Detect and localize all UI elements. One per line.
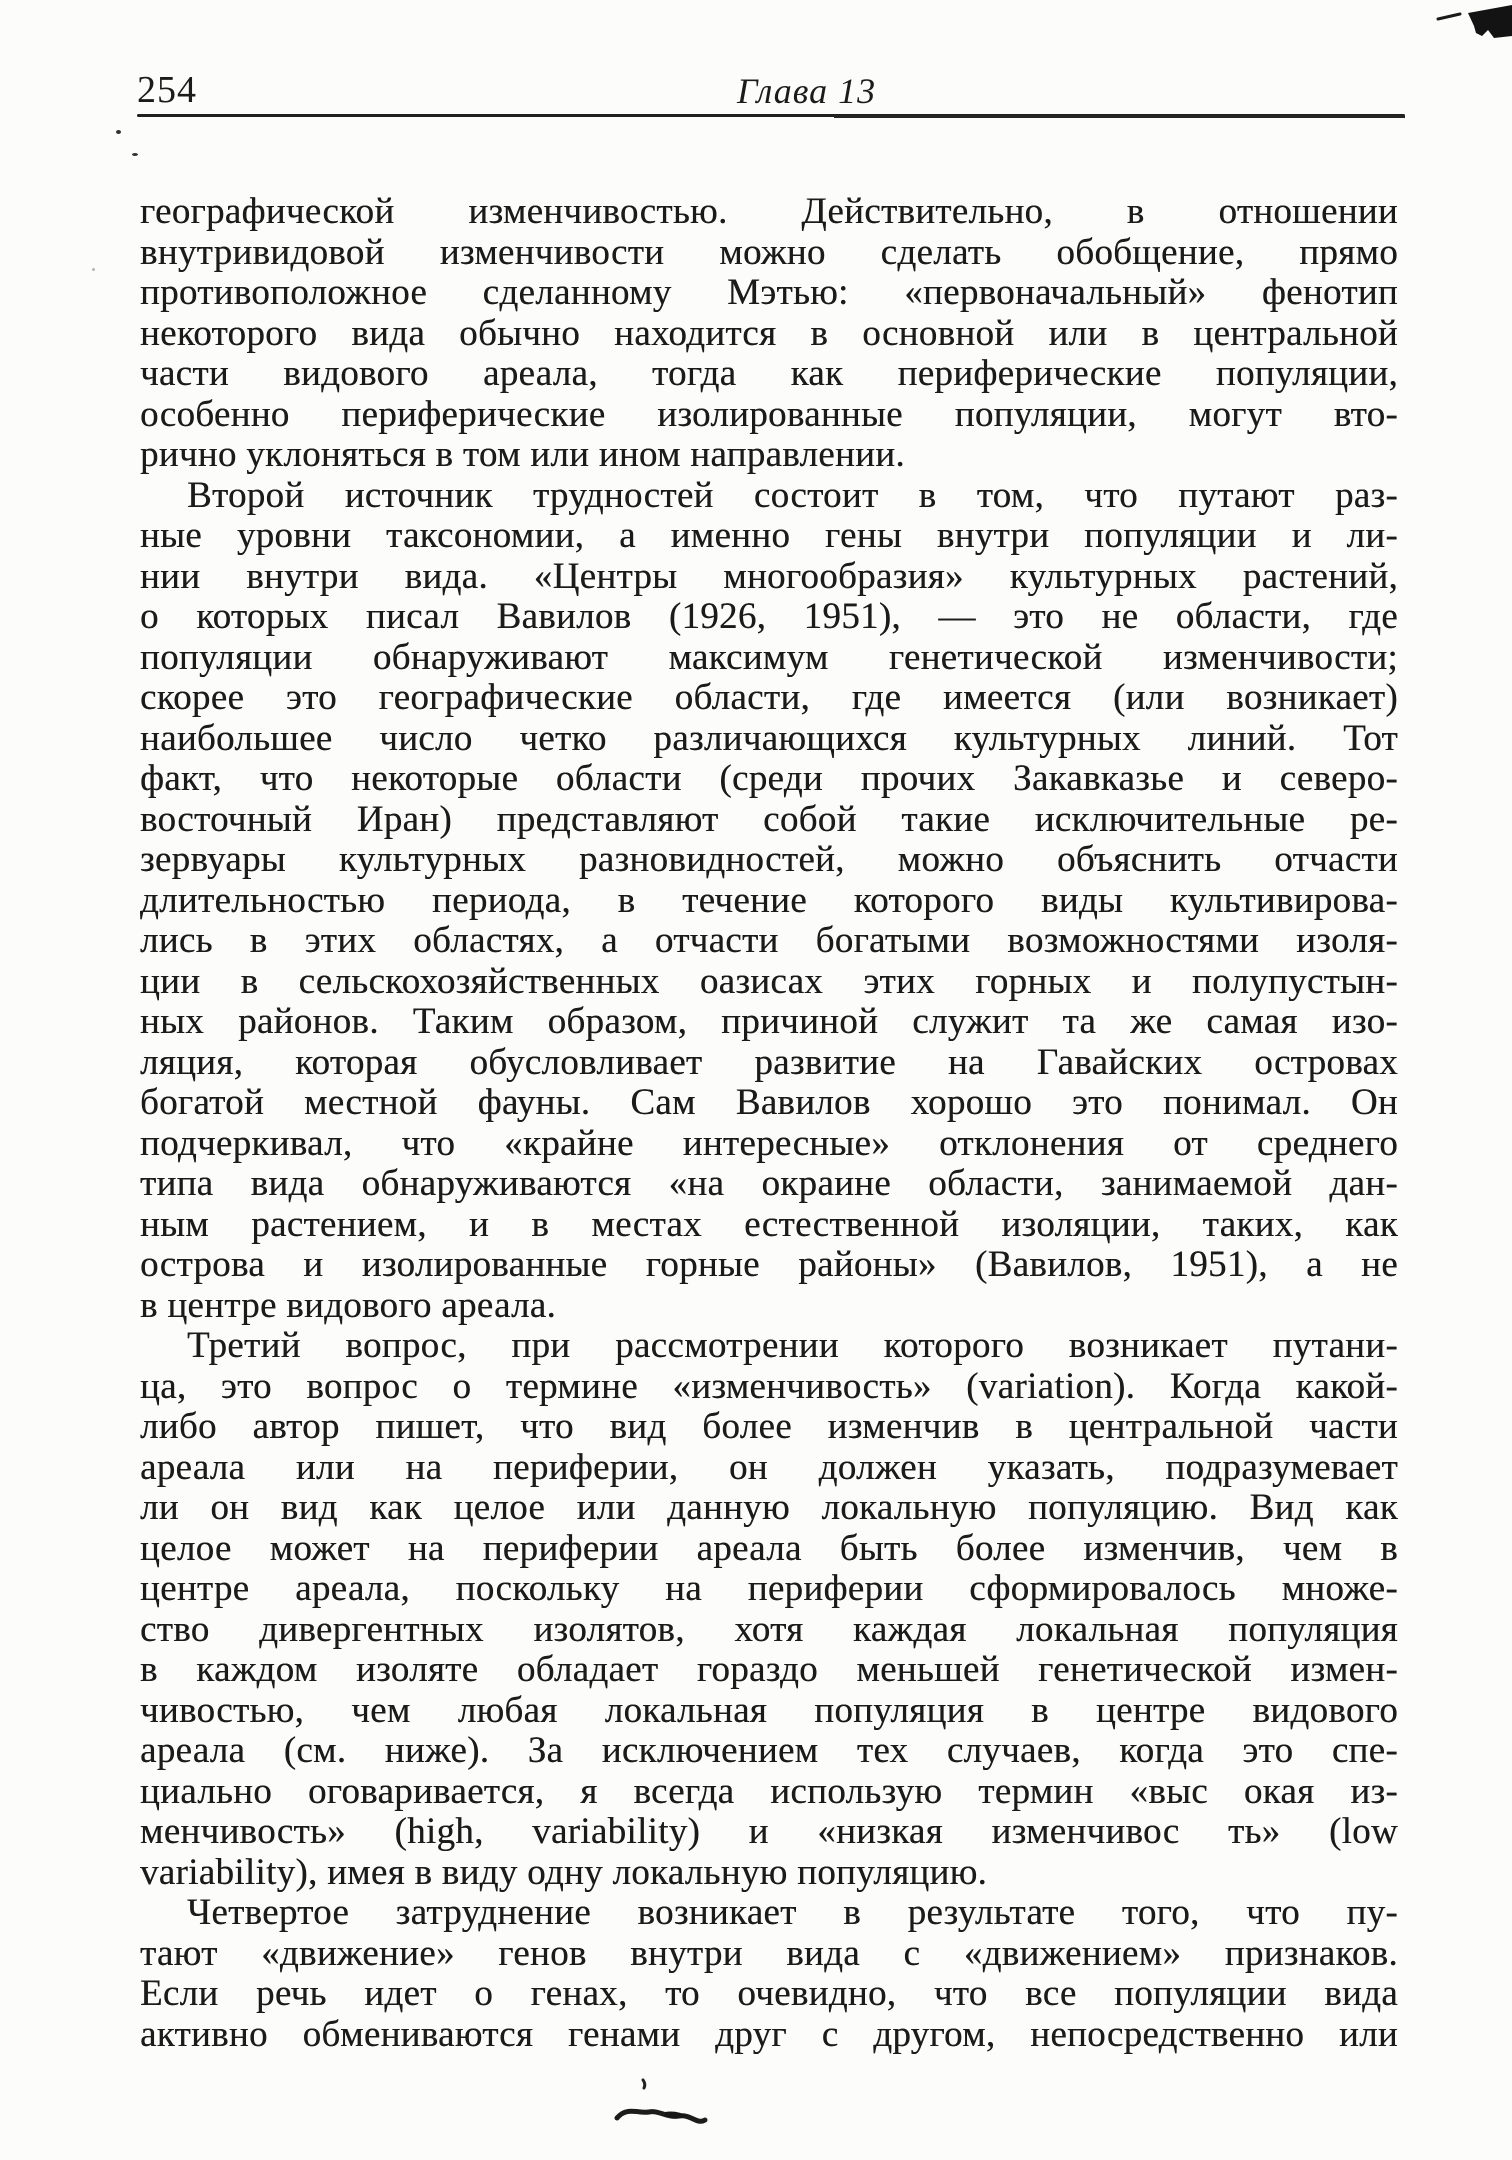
- text-line: тают «движение» генов внутри вида с «движением» признаков.: [140, 1932, 1398, 1974]
- text-line: восточный Иран) представляют собой такие исключительные ре-: [140, 798, 1398, 840]
- text-line: ным растением, и в местах естественной изоляции, таких, как: [140, 1203, 1398, 1245]
- text-line: активно обмениваются генами друг с другом, непосредственно или: [140, 2013, 1398, 2055]
- text-line: чивостью, чем любая локальная популяция в центре видового: [140, 1689, 1398, 1731]
- text-line: противоположное сделанному Мэтью: «первоначальный» фенотип: [140, 272, 1398, 313]
- text-line: ных районов. Таким образом, причиной служит та же самая изо-: [140, 1001, 1398, 1042]
- text-line: наибольшее число четко различающихся культурных линий. Тот: [140, 717, 1398, 759]
- text-block: [140, 192, 1398, 2055]
- paper-speck: [92, 268, 95, 271]
- text-line: популяции обнаруживают максимум генетической изменчивости;: [140, 636, 1398, 678]
- text-line: Третий вопрос, при рассмотрении которого возникает путани-: [187, 1325, 1398, 1366]
- chapter-title: Глава 13: [737, 71, 877, 111]
- text-line: ли он вид как целое или данную локальную популяцию. Вид как: [140, 1487, 1398, 1528]
- text-line: в центре видового ареала.: [140, 1284, 557, 1326]
- text-line: рично уклоняться в том или ином направлении.: [140, 434, 905, 475]
- text-line: ство дивергентных изолятов, хотя каждая локальная популяция: [140, 1608, 1398, 1650]
- text-line: подчеркивал, что «крайне интересные» отклонения от среднего: [140, 1122, 1398, 1164]
- text-line: циально оговаривается, я всегда использую термин «выс окая из-: [140, 1770, 1398, 1812]
- paper-speck: [132, 153, 138, 156]
- text-line: зервуары культурных разновидностей, можно объяснить отчасти: [140, 839, 1398, 880]
- text-line: нии внутри вида. «Центры многообразия» культурных растений,: [140, 555, 1398, 597]
- text-line: variability), имея в виду одну локальную популяцию.: [140, 1851, 988, 1893]
- text-line: Четвертое затруднение возникает в результате того, что пу-: [187, 1892, 1398, 1933]
- text-line: острова и изолированные горные районы» (Вавилов, 1951), а не: [140, 1244, 1398, 1285]
- text-line: центре ареала, поскольку на периферии сформировалось множе-: [140, 1568, 1398, 1609]
- text-line: Если речь идет о генах, то очевидно, что все популяции вида: [140, 1973, 1398, 2014]
- pen-smudge-icon: [605, 2070, 735, 2140]
- text-line: географической изменчивостью. Действительно, в отношении: [140, 191, 1398, 232]
- text-line: целое может на периферии ареала быть более изменчив, чем в: [140, 1527, 1398, 1569]
- text-line: ареала или на периферии, он должен указать, подразумевает: [140, 1446, 1398, 1488]
- text-line: в каждом изоляте обладает гораздо меньшей генетической измен-: [140, 1649, 1398, 1690]
- text-line: типа вида обнаруживаются «на окраине области, занимаемой дан-: [140, 1163, 1398, 1204]
- text-line: либо автор пишет, что вид более изменчив в центральной части: [140, 1406, 1398, 1447]
- text-line: Второй источник трудностей состоит в том, что путают раз-: [187, 474, 1398, 516]
- ink-blob-icon: [1428, 0, 1512, 52]
- text-line: богатой местной фауны. Сам Вавилов хорошо это понимал. Он: [140, 1082, 1398, 1123]
- text-line: менчивость» (high, variability) и «низкая изменчивос ть» (low: [140, 1811, 1398, 1852]
- text-line: внутривидовой изменчивости можно сделать обобщение, прямо: [140, 231, 1398, 273]
- text-line: о которых писал Вавилов (1926, 1951), — это не области, где: [140, 596, 1398, 637]
- text-line: факт, что некоторые области (среди прочих Закавказье и северо-: [140, 758, 1398, 799]
- text-line: ляция, которая обусловливает развитие на Гавайских островах: [140, 1041, 1398, 1083]
- text-line: особенно периферические изолированные популяции, могут вто-: [140, 393, 1398, 435]
- page-number: 254: [137, 69, 197, 111]
- text-line: некоторого вида обычно находится в основной или в центральной: [140, 312, 1398, 354]
- running-head: [137, 68, 1405, 112]
- text-line: ареала (см. ниже). За исключением тех случаев, когда это спе-: [140, 1730, 1398, 1771]
- header-rule: [137, 114, 1405, 117]
- text-line: части видового ареала, тогда как периферические популяции,: [140, 353, 1398, 394]
- text-line: скорее это географические области, где имеется (или возникает): [140, 677, 1398, 718]
- text-line: ции в сельскохозяйственных оазисах этих горных и полупустын-: [140, 960, 1398, 1002]
- text-line: ные уровни таксономии, а именно гены внутри популяции и ли-: [140, 515, 1398, 556]
- text-line: лись в этих областях, а отчасти богатыми возможностями изоля-: [140, 920, 1398, 961]
- text-line: длительностью периода, в течение которого виды культивирова-: [140, 879, 1398, 921]
- text-line: ца, это вопрос о термине «изменчивость» (variation). Когда какой-: [140, 1365, 1398, 1407]
- paper-speck: [116, 130, 121, 134]
